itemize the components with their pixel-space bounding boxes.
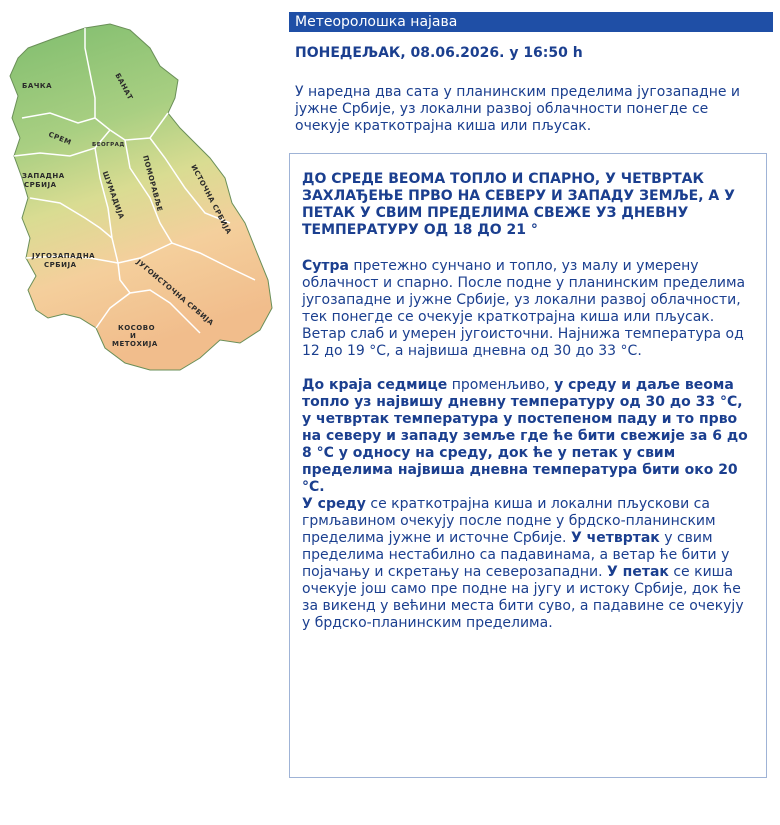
serbia-map-svg[interactable] xyxy=(0,18,280,378)
week-paragraph xyxy=(302,377,754,496)
section-title: Метеоролошка најава xyxy=(289,12,773,32)
wednesday-text: се краткотрајна киша и локални пљускови са грмљавином очекују после подне у брдско-планинским пределима јужне и источне Србије. xyxy=(302,496,716,546)
serbia-outline xyxy=(10,24,272,370)
region-label-srem: СРЕМ xyxy=(47,130,73,147)
daily-details-paragraph xyxy=(302,496,754,632)
region-label-kosovo-2: И xyxy=(130,332,137,340)
region-label-kosovo-1: КОСОВО xyxy=(118,324,156,332)
short-term-notice: У наредна два сата у планинским пределима југозападне и јужне Србије, уз локални развој облачности понегде се очекује краткотрајна киша или пљусак. xyxy=(295,84,741,134)
tomorrow-label: Сутра xyxy=(302,258,349,274)
region-label-zapadna-1: ЗАПАДНА xyxy=(22,172,65,180)
region-label-beograd: БЕОГРАД xyxy=(92,142,125,148)
forecast-panel xyxy=(289,12,773,778)
region-label-jugoistocna: ЈУГОИСТОЧНА СРБИЈА xyxy=(134,258,216,328)
region-label-zapadna-2: СРБИЈА xyxy=(24,181,57,189)
forecast-date: ПОНЕДЕЉАК, 08.06.2026. у 16:50 h xyxy=(295,45,583,61)
thursday-text: у свим пределима нестабилно са падавинама, а ветар ће бити у појачању и скретању на северозападни. xyxy=(302,530,730,580)
region-label-jugozapadna-2: СРБИЈА xyxy=(44,261,77,269)
week-bold-text: у среду и даље веома топло уз највишу дневну температуру од 30 до 33 °C, у четвртак температура у постепеном паду и то прво на северу и западу земље где ће бити свежије за 6 до 8 °C у односу на среду, док ће у петак у свим пределима највиша дневна температура бити око 20 °C. xyxy=(302,377,748,495)
forecast-box xyxy=(289,153,767,778)
friday-label: У петак xyxy=(607,564,669,580)
week-label: До краја седмице xyxy=(302,377,448,393)
region-label-jugozapadna-1: ЈУГОЗАПАДНА xyxy=(32,252,96,260)
region-label-backa: БАЧКА xyxy=(22,82,53,90)
serbia-region-map[interactable] xyxy=(0,18,280,378)
friday-text: се киша очекује још само пре подне на југу и истоку Србије, док ће за викенд у већини места бити суво, а падавине се очекују у брдско-планинским пределима. xyxy=(302,564,744,631)
wednesday-label: У среду xyxy=(302,496,366,512)
region-label-kosovo-3: МЕТОХИЈА xyxy=(112,340,158,348)
region-label-sumadija: ШУМАДИЈА xyxy=(100,170,126,221)
region-label-pomoravlje: ПОМОРАВЉЕ xyxy=(141,154,164,213)
forecast-headline: ДО СРЕДЕ ВЕОМА ТОПЛО И СПАРНО, У ЧЕТВРТАК ЗАХЛАЂЕЊЕ ПРВО НА СЕВЕРУ И ЗАПАДУ ЗЕМЉЕ, А У ПЕТАК У СВИМ ПРЕДЕЛИМА СВЕЖЕ УЗ ДНЕВНУ ТЕМПЕРАТУРУ ОД 18 ДО 21 ° xyxy=(302,171,735,238)
week-text: променљиво, xyxy=(447,377,555,393)
region-label-istocna: ИСТОЧНА СРБИЈА xyxy=(189,163,233,236)
tomorrow-paragraph xyxy=(302,258,754,360)
region-label-banat: БАНАТ xyxy=(113,71,135,102)
thursday-label: У четвртак xyxy=(570,530,660,546)
tomorrow-text: претежно сунчано и топло, уз малу и умерену облачност и спарно. После подне у планинским пределима југозападне и јужне Србије, уз локални развој облачности, тек понегде се очекује краткотрајна киша или пљусак. Ветар слаб и умерен југоисточни. Најнижа температура од 12 до 19 °C, а највиша дневна од 30 до 33 °C. xyxy=(302,258,746,359)
